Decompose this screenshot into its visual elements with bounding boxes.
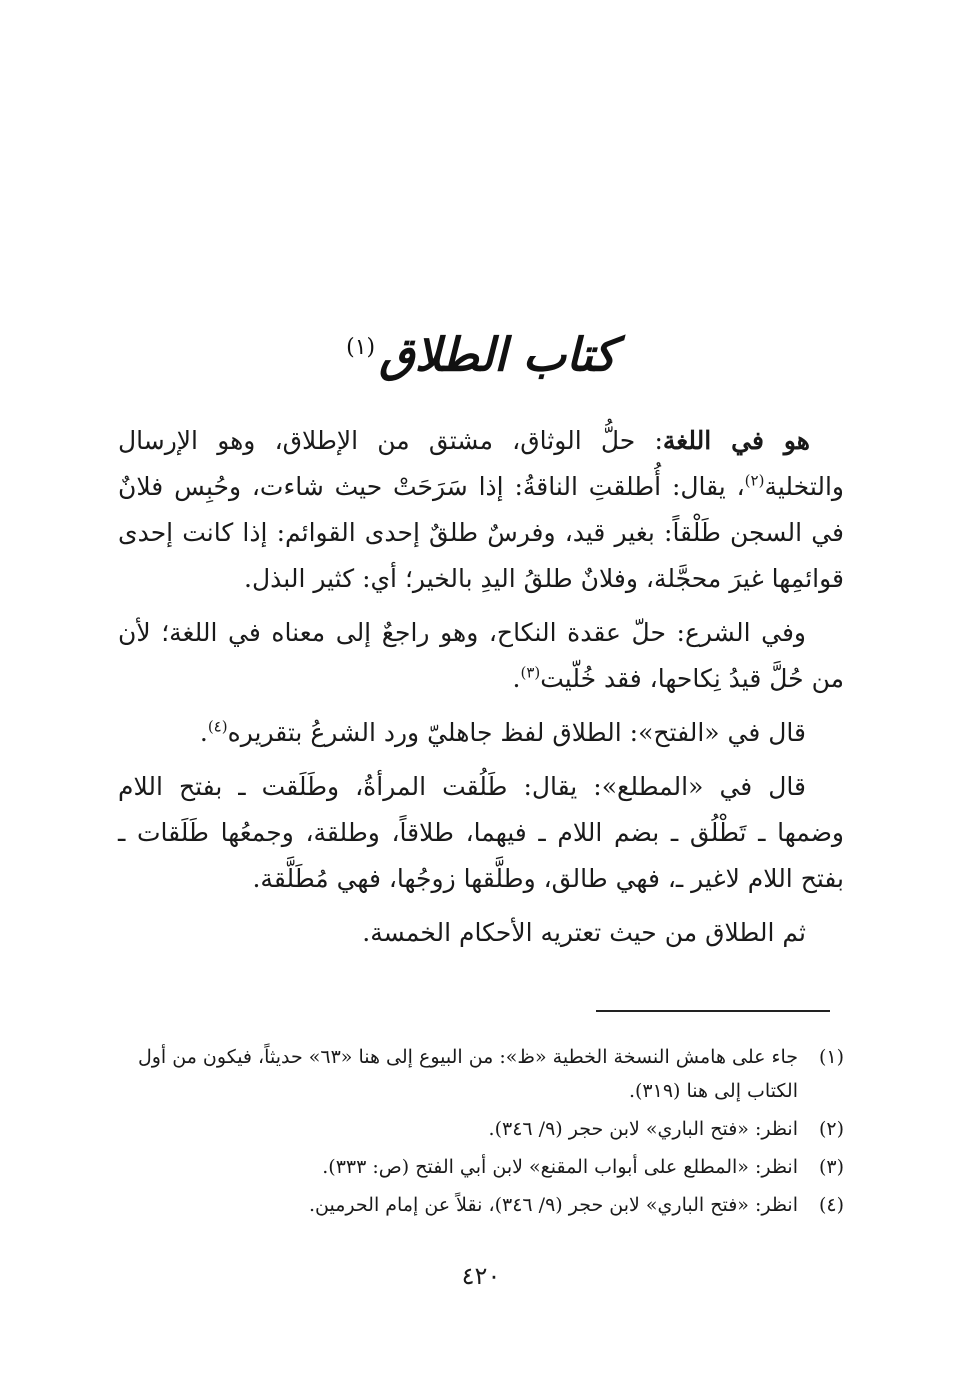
paragraph-end: . xyxy=(512,664,521,693)
paragraph-text: قال في «الفتح»: الطلاق لفظ جاهليّ ورد الشرعُ بتقريره xyxy=(227,718,806,747)
paragraph-fath-quote xyxy=(118,710,844,756)
footnote-ref-2[interactable]: (٢) xyxy=(744,471,765,490)
footnote-4 xyxy=(112,1188,844,1222)
footnote-ref-3[interactable]: (٣) xyxy=(520,663,541,682)
paragraph-definition-sharia xyxy=(118,610,844,702)
paragraph-text: ثم الطلاق من حيث تعتريه الأحكام الخمسة. xyxy=(362,918,806,947)
paragraph-definition-language xyxy=(118,418,844,602)
footnote-number: (١) xyxy=(818,1046,844,1068)
lead-term: هو في اللغة xyxy=(662,426,810,455)
footnote-number: (٢) xyxy=(818,1118,844,1140)
footnote-number: (٤) xyxy=(818,1194,844,1216)
chapter-footnote-ref[interactable]: (١) xyxy=(346,335,376,360)
paragraph-end: . xyxy=(199,718,208,747)
chapter-title xyxy=(0,318,962,384)
chapter-title-text: كتاب الطلاق xyxy=(379,327,616,382)
footnote-text: انظر: «فتح الباري» لابن حجر (٩/ ٣٤٦). xyxy=(488,1118,798,1140)
footnote-1 xyxy=(112,1040,844,1108)
paragraph-mutli-quote xyxy=(118,764,844,902)
footnote-ref-4[interactable]: (٤) xyxy=(207,717,228,736)
paragraph-text: قال في «المطلع»: يقال: طَلُقت المرأةُ، وطَلَقت ـ بفتح اللام وضمها ـ تَطْلُق ـ بضم اللام ـ فيهما، طلاقاً، وطلقة، وجمعُها طَلَقات ـ بفتح اللام لاغير ـ، فهي طالق، وطلَّقها زوجُها، فهي مُطَلَّقة. xyxy=(118,772,844,893)
footnote-text: جاء على هامش النسخة الخطية «ظ»: من البيوع إلى هنا «٦٣» حديثاً، فيكون من أول الكتاب إلى هنا (٣١٩). xyxy=(137,1046,798,1102)
footnote-text: انظر: «فتح الباري» لابن حجر (٩/ ٣٤٦)، نقلاً عن إمام الحرمين. xyxy=(309,1194,798,1216)
footnote-3 xyxy=(112,1150,844,1184)
footnote-divider xyxy=(596,1010,830,1012)
footnotes xyxy=(112,1040,844,1226)
main-text xyxy=(118,418,844,964)
paragraph-five-rulings xyxy=(118,910,844,956)
page-number: ٤٢٠ xyxy=(461,1262,501,1290)
footnote-text: انظر: «المطلع على أبواب المقنع» لابن أبي الفتح (ص: ٣٣٣). xyxy=(322,1156,798,1178)
footnote-number: (٣) xyxy=(818,1156,844,1178)
paragraph-text-rest: ، يقال: أُطلقتِ الناقةُ: إذا سَرَحَتْ حيث شاءت، وحُبِس فلانٌ في السجن طَلْقاً: بغير قيد، وفرسٌ طلقٌ إحدى القوائم: إذا كانت إحدى قوائمِها غيرَ محجَّلة، وفلانٌ طلقُ اليدِ بالخير؛ أي: كثير البذل. xyxy=(118,472,844,593)
paragraph-text: : حلُّ الوثاق، مشتق من الإطلاق، وهو الإرسال والتخلية xyxy=(118,426,844,501)
footnote-2 xyxy=(112,1112,844,1146)
paragraph-text: وفي الشرع: حلّ عقدة النكاح، وهو راجعٌ إلى معناه في اللغة؛ لأن من حُلَّ قيدُ نِكاحها، فقد خُلّيت xyxy=(118,618,844,693)
